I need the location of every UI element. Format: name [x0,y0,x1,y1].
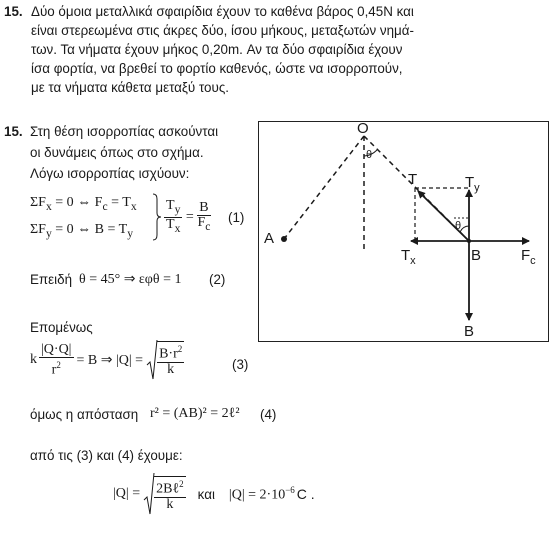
problem-line: ίσα φορτία, να βρεθεί το φορτίο καθενός, ώστε να ισορροπούν, [31,61,403,76]
label-t: T [408,171,418,188]
brace [153,193,161,241]
label-o: O [357,120,369,137]
solution-intro-line: Στη θέση ισορροπίας ασκούνται [30,124,219,139]
equation-tag: (4) [260,407,277,422]
equation-tag: (2) [209,272,226,287]
point-a [281,236,287,242]
problem-number: 15. [4,4,23,19]
force-diagram-svg [259,122,550,343]
from-text: από τις (3) και (4) έχουμε: [30,448,183,463]
therefore-word: Επομένως [30,320,93,335]
final-equation: |Q| = $\frac{2B\ell^2}{k}$ και $|Q| = 2\cdot 10^{-6}$ C . [113,472,315,516]
problem-line: των. Τα νήματα έχουν μήκος 0,20m. Αν τα δύο σφαιρίδια έχουν [31,42,403,57]
label-a: A [264,230,275,247]
label-fc: $F_c$ [521,247,536,267]
problem-line: Δύο όμοια μεταλλικά σφαιρίδια έχουν το καθένα βάρος 0,45Ν και [31,4,414,19]
solution-number: 15. [4,124,23,139]
problem-line: είναι στερεωμένα στις άκρες δύο, ίσου μήκους, μεταξωτών νημά- [31,23,414,38]
distance-equation: r² = (AB)² = 2ℓ² [150,406,240,421]
coulomb-equation: k $\frac{|Q\cdot Q|}{r^2}$ = B ⇒ |Q| = $\frac{B\cdot r^2}{k}$ [30,341,183,378]
theta-arc-b [460,226,469,232]
point-b [467,239,471,243]
string-oa [284,136,364,239]
label-theta-b: θ [455,220,462,232]
equation-sum-fx: $\Sigma F_x = 0$ ⇔ $F_c = T_x$ [30,195,137,213]
problem-line: με τα νήματα κάθετα μεταξύ τους. [31,80,229,95]
equation-tag: (1) [228,210,245,225]
solution-intro-line: οι δυνάμεις όπως στο σχήμα. [30,145,204,160]
label-ty: $T_y$ [465,174,480,194]
label-weight-b: B [464,323,475,340]
equation-sum-fy: $\Sigma F_y = 0$ ⇔ $B = T_y$ [30,222,134,240]
label-tx: $T_x$ [401,247,416,267]
since-word: Επειδή [30,272,73,287]
label-theta-top: θ [366,149,373,161]
since-equation: θ = 45° ⇒ εφθ = 1 [79,272,182,287]
solution-intro-line: Λόγω ισορροπίας ισχύουν: [30,166,190,181]
tension-arrow [418,191,469,241]
distance-word: όμως η απόσταση [30,407,139,422]
equation-tag: (3) [232,357,249,372]
equation-ratio: $\frac{T_y}{T_x}$ = $\frac{B}{F_c}$ [166,198,211,235]
force-diagram [258,121,549,342]
label-b: B [471,247,482,264]
